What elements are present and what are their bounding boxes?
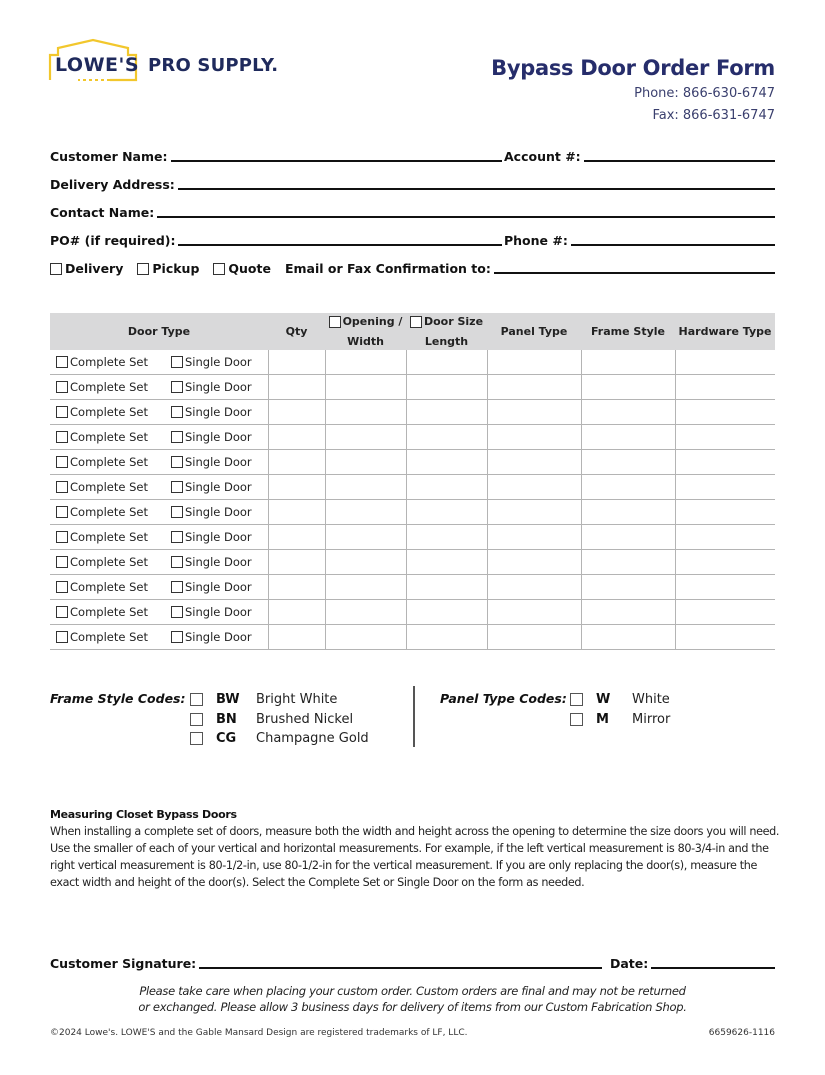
single-door-option[interactable] [171,605,252,619]
door-type-cell [50,475,268,500]
single-door-checkbox[interactable] [171,506,183,518]
complete-set-checkbox[interactable] [56,381,68,393]
table-row [50,450,775,475]
frame-style-cell[interactable] [581,350,675,375]
single-door-label: Single Door [185,555,252,569]
single-door-label: Single Door [185,455,252,469]
qty-cell[interactable] [268,400,325,425]
delivery-option[interactable] [50,261,123,276]
width-cell[interactable] [325,450,406,475]
length-cell[interactable] [406,550,487,575]
single-door-checkbox[interactable] [171,456,183,468]
frame-style-cell[interactable] [581,450,675,475]
measuring-title: Measuring Closet Bypass Doors [50,808,237,821]
frame-style-cell[interactable] [581,525,675,550]
opening-checkbox[interactable] [329,316,341,328]
single-door-checkbox[interactable] [171,606,183,618]
panel-type-cell[interactable] [487,350,581,375]
header-opening: Opening / [342,315,403,329]
single-door-checkbox[interactable] [171,406,183,418]
code-name: White [632,692,670,708]
length-cell[interactable] [406,475,487,500]
frame-style-cell[interactable] [581,425,675,450]
table-row [50,600,775,625]
qty-cell[interactable] [268,575,325,600]
code-name: Bright White [256,692,338,708]
table-row [50,425,775,450]
complete-set-option[interactable] [56,480,171,494]
length-cell[interactable] [406,625,487,650]
hardware-type-cell[interactable] [675,575,775,600]
door-type-cell [50,575,268,600]
complete-set-label: Complete Set [70,505,148,519]
door-type-cell [50,600,268,625]
single-door-option[interactable] [171,380,252,394]
code-checkbox[interactable] [570,713,583,726]
single-door-option[interactable] [171,355,252,369]
contact-name-field[interactable] [157,204,775,218]
single-door-label: Single Door [185,580,252,594]
code-checkbox[interactable] [190,693,203,706]
qty-cell[interactable] [268,600,325,625]
single-door-option[interactable] [171,505,252,519]
header-frame-style: Frame Style [581,313,675,350]
panel-type-cell[interactable] [487,475,581,500]
complete-set-label: Complete Set [70,430,148,444]
width-cell[interactable] [325,375,406,400]
complete-set-checkbox[interactable] [56,356,68,368]
single-door-label: Single Door [185,405,252,419]
copyright: ©2024 Lowe's. LOWE'S and the Gable Mansard Design are registered trademarks of LF, LLC. [50,1028,468,1038]
single-door-option[interactable] [171,405,252,419]
complete-set-option[interactable] [56,455,171,469]
width-cell[interactable] [325,550,406,575]
pickup-option[interactable] [137,261,199,276]
hardware-type-cell[interactable] [675,600,775,625]
single-door-checkbox[interactable] [171,356,183,368]
frame-style-cell[interactable] [581,400,675,425]
header-hardware-type: Hardware Type [675,313,775,350]
delivery-option-label: Delivery [65,261,124,276]
form-number: 6659626-1116 [708,1028,775,1038]
complete-set-option[interactable] [56,405,171,419]
single-door-checkbox[interactable] [171,556,183,568]
delivery-checkbox[interactable] [50,263,62,275]
single-door-option[interactable] [171,455,252,469]
hardware-type-cell[interactable] [675,550,775,575]
po-label: PO# (if required): [50,233,176,248]
quote-option[interactable] [213,261,271,276]
complete-set-option[interactable] [56,555,171,569]
account-field[interactable] [584,148,775,162]
hardware-type-cell[interactable] [675,425,775,450]
single-door-label: Single Door [185,605,252,619]
single-door-checkbox[interactable] [171,381,183,393]
header-door-size: Door Size [423,315,484,329]
code-option[interactable] [190,710,369,730]
complete-set-checkbox[interactable] [56,481,68,493]
complete-set-option[interactable] [56,430,171,444]
complete-set-label: Complete Set [70,455,148,469]
complete-set-checkbox[interactable] [56,581,68,593]
door-type-cell [50,425,268,450]
panel-type-cell[interactable] [487,450,581,475]
hardware-type-cell[interactable] [675,400,775,425]
door-type-cell [50,450,268,475]
complete-set-checkbox[interactable] [56,406,68,418]
complete-set-checkbox[interactable] [56,506,68,518]
complete-set-option[interactable] [56,630,171,644]
qty-cell[interactable] [268,550,325,575]
complete-set-label: Complete Set [70,405,148,419]
single-door-option[interactable] [171,555,252,569]
hardware-type-cell[interactable] [675,475,775,500]
qty-cell[interactable] [268,475,325,500]
date-field[interactable] [651,955,775,969]
contact-name-label: Contact Name: [50,205,155,220]
complete-set-label: Complete Set [70,555,148,569]
notice-line-1: Please take care when placing your custom order. Custom orders are final and may not be returned [139,984,686,998]
complete-set-label: Complete Set [70,530,148,544]
order-table [50,313,775,650]
header-door-type: Door Type [50,313,268,350]
panel-type-cell[interactable] [487,600,581,625]
complete-set-checkbox[interactable] [56,631,68,643]
complete-set-label: Complete Set [70,630,148,644]
length-cell[interactable] [406,450,487,475]
complete-set-option[interactable] [56,605,171,619]
measuring-instructions [50,808,780,891]
width-cell[interactable] [325,625,406,650]
complete-set-option[interactable] [56,530,171,544]
code-abbreviation: BN [216,711,237,727]
frame-style-codes [50,690,369,749]
frame-style-cell[interactable] [581,575,675,600]
door-type-cell [50,525,268,550]
single-door-checkbox[interactable] [171,431,183,443]
code-checkbox[interactable] [570,693,583,706]
code-abbreviation: CG [216,731,237,747]
header-width: Width [347,334,384,348]
table-row [50,400,775,425]
door-type-cell [50,625,268,650]
door-type-cell [50,500,268,525]
qty-cell[interactable] [268,625,325,650]
width-cell[interactable] [325,475,406,500]
length-cell[interactable] [406,425,487,450]
width-cell[interactable] [325,500,406,525]
complete-set-label: Complete Set [70,580,148,594]
width-cell[interactable] [325,600,406,625]
single-door-checkbox[interactable] [171,481,183,493]
frame-style-cell[interactable] [581,375,675,400]
panel-type-cell[interactable] [487,400,581,425]
panel-type-cell[interactable] [487,625,581,650]
qty-cell[interactable] [268,525,325,550]
complete-set-label: Complete Set [70,605,148,619]
panel-type-cell[interactable] [487,525,581,550]
panel-type-cell[interactable] [487,575,581,600]
single-door-label: Single Door [185,530,252,544]
qty-cell[interactable] [268,425,325,450]
width-cell[interactable] [325,525,406,550]
length-cell[interactable] [406,600,487,625]
frame-style-cell[interactable] [581,500,675,525]
single-door-option[interactable] [171,530,252,544]
hardware-type-cell[interactable] [675,350,775,375]
quote-option-label: Quote [228,261,271,276]
header-panel-type: Panel Type [487,313,581,350]
table-row [50,375,775,400]
phone-field[interactable] [571,232,775,246]
complete-set-checkbox[interactable] [56,556,68,568]
qty-cell[interactable] [268,375,325,400]
po-phone-row [50,230,775,248]
table-row [50,500,775,525]
code-option[interactable] [190,690,369,710]
customer-name-label: Customer Name: [50,149,168,164]
quote-checkbox[interactable] [213,263,225,275]
customer-name-field[interactable] [171,148,503,162]
frame-style-cell[interactable] [581,550,675,575]
code-abbreviation: M [596,711,609,727]
complete-set-label: Complete Set [70,380,148,394]
single-door-option[interactable] [171,430,252,444]
panel-type-cell[interactable] [487,425,581,450]
complete-set-checkbox[interactable] [56,456,68,468]
contact-name-row [50,202,775,220]
hardware-type-cell[interactable] [675,500,775,525]
pickup-option-label: Pickup [152,261,200,276]
qty-cell[interactable] [268,350,325,375]
complete-set-option[interactable] [56,505,171,519]
code-option[interactable] [190,729,369,749]
delivery-address-row [50,174,775,192]
complete-set-option[interactable] [56,355,171,369]
signature-label: Customer Signature: [50,956,197,971]
width-cell[interactable] [325,575,406,600]
door-type-cell [50,400,268,425]
single-door-option[interactable] [171,580,252,594]
qty-cell[interactable] [268,450,325,475]
complete-set-checkbox[interactable] [56,431,68,443]
width-cell[interactable] [325,350,406,375]
frame-codes-list [190,690,369,749]
table-row [50,475,775,500]
codes-divider [413,686,415,747]
measuring-body: When installing a complete set of doors, measure both the width and height across the opening to determine the size doors you will need. Use the smaller of each of your vertical and horizontal measurements. For example, if the left vertical measurement is 80-3/4-in and the right vertical measurement is 80-1/2-in, use 80-1/2-in for the vertical measurement. If you are only replacing the door(s), measure the exact width and height of the door(s). Select the Complete Set or Single Door on the form as needed. [50,825,780,889]
frame-style-cell[interactable] [581,625,675,650]
code-name: Champagne Gold [256,731,369,747]
confirmation-field[interactable] [494,260,775,274]
panel-type-codes [440,690,670,729]
panel-codes-list [570,690,670,729]
single-door-checkbox[interactable] [171,581,183,593]
panel-type-cell[interactable] [487,500,581,525]
code-name: Mirror [632,711,671,727]
header-phone: Phone: 866-630-6747 [634,86,775,101]
header-qty: Qty [268,313,325,350]
table-row [50,550,775,575]
code-abbreviation: BW [216,692,240,708]
length-cell[interactable] [406,350,487,375]
form-title: Bypass Door Order Form [491,56,775,80]
door-type-cell [50,350,268,375]
account-label: Account #: [504,149,581,164]
length-cell[interactable] [406,575,487,600]
delivery-address-field[interactable] [178,176,775,190]
custom-order-notice [50,983,775,1015]
hardware-type-cell[interactable] [675,450,775,475]
table-row [50,350,775,375]
order-table-body [50,350,775,650]
single-door-label: Single Door [185,505,252,519]
code-checkbox[interactable] [190,713,203,726]
hardware-type-cell[interactable] [675,375,775,400]
lowes-pro-supply-logo [48,38,288,84]
header-door-size-length [406,313,487,350]
notice-line-2: or exchanged. Please allow 3 business days for delivery of items from our Custom Fabrication Shop. [138,1000,687,1014]
single-door-label: Single Door [185,480,252,494]
width-cell[interactable] [325,400,406,425]
table-row [50,575,775,600]
panel-type-cell[interactable] [487,375,581,400]
delivery-address-label: Delivery Address: [50,177,175,192]
header-length: Length [424,334,469,348]
po-field[interactable] [178,232,502,246]
pro-supply-wordmark: PRO SUPPLY. [148,55,279,76]
signature-field[interactable] [199,955,602,969]
date-label: Date: [610,956,649,971]
table-row [50,625,775,650]
complete-set-option[interactable] [56,380,171,394]
single-door-label: Single Door [185,630,252,644]
table-row [50,525,775,550]
single-door-checkbox[interactable] [171,531,183,543]
qty-cell[interactable] [268,500,325,525]
table-header-row [50,313,775,350]
header-opening-width [325,313,406,350]
code-abbreviation: W [596,692,611,708]
complete-set-label: Complete Set [70,480,148,494]
code-checkbox[interactable] [190,732,203,745]
width-cell[interactable] [325,425,406,450]
header-fax: Fax: 866-631-6747 [652,108,775,123]
code-option[interactable] [570,690,670,710]
complete-set-checkbox[interactable] [56,531,68,543]
frame-style-cell[interactable] [581,475,675,500]
single-door-label: Single Door [185,430,252,444]
single-door-option[interactable] [171,480,252,494]
frame-style-cell[interactable] [581,600,675,625]
complete-set-option[interactable] [56,580,171,594]
single-door-option[interactable] [171,630,252,644]
single-door-label: Single Door [185,380,252,394]
complete-set-label: Complete Set [70,355,148,369]
length-cell[interactable] [406,375,487,400]
logo-wordmark: LOWE'S [55,54,140,76]
phone-label: Phone #: [504,233,568,248]
code-name: Brushed Nickel [256,711,354,727]
single-door-label: Single Door [185,355,252,369]
confirmation-label: Email or Fax Confirmation to: [284,261,491,276]
hardware-type-cell[interactable] [675,525,775,550]
signature-row [50,953,775,971]
panel-codes-title: Panel Type Codes: [440,691,567,706]
customer-account-row [50,146,775,164]
panel-type-cell[interactable] [487,550,581,575]
door-type-cell [50,375,268,400]
frame-codes-title: Frame Style Codes: [50,691,186,706]
length-cell[interactable] [406,500,487,525]
hardware-type-cell[interactable] [675,625,775,650]
length-cell[interactable] [406,525,487,550]
door-size-checkbox[interactable] [410,316,422,328]
code-option[interactable] [570,710,670,730]
door-type-cell [50,550,268,575]
fulfillment-row [50,258,775,276]
pickup-checkbox[interactable] [137,263,149,275]
length-cell[interactable] [406,400,487,425]
single-door-checkbox[interactable] [171,631,183,643]
complete-set-checkbox[interactable] [56,606,68,618]
